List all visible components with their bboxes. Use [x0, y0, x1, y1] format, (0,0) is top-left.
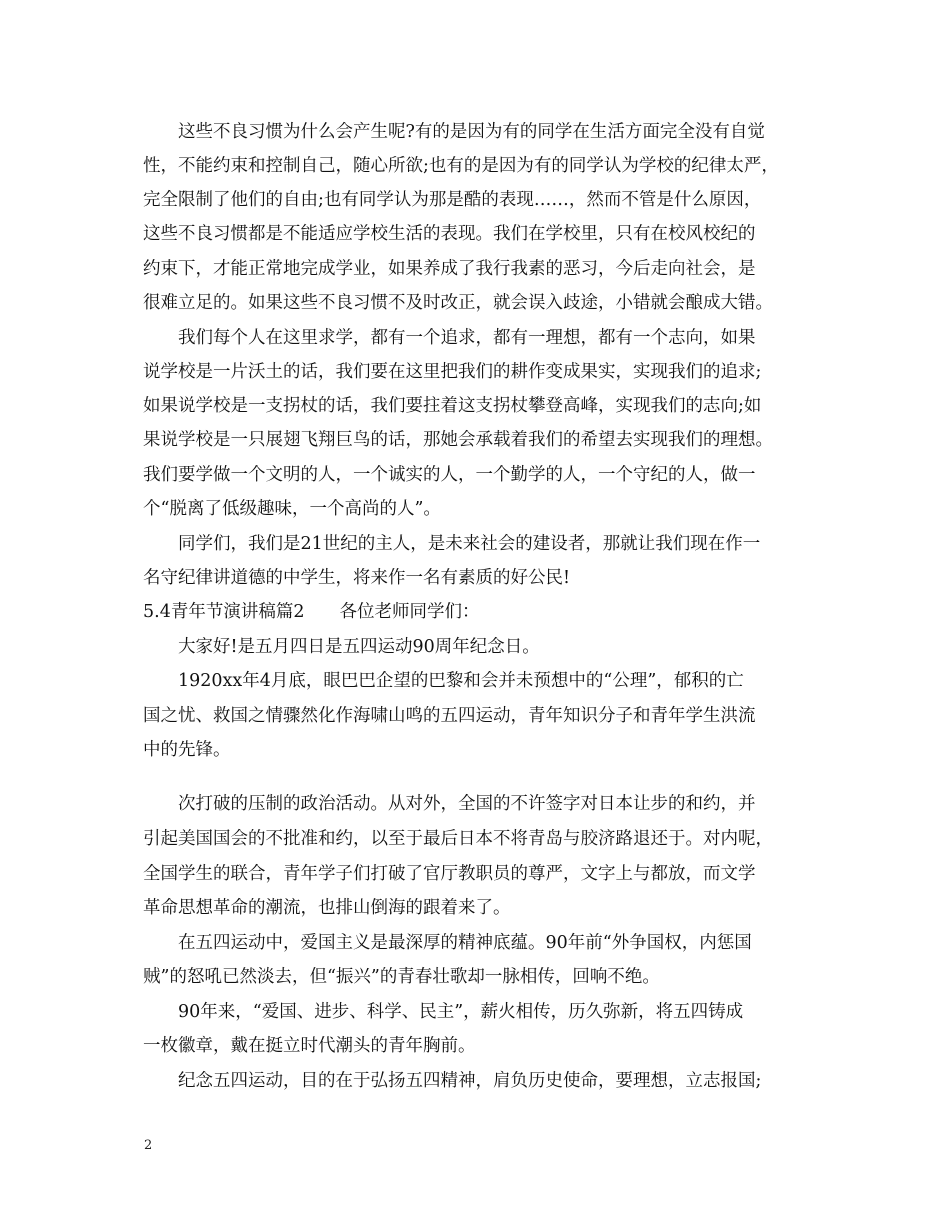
paragraph-line: 我们每个人在这里求学，都有一个追求，都有一理想，都有一个志向，如果: [178, 328, 756, 348]
paragraph-line: 性，不能约束和控制自己，随心所欲;也有的是因为有的同学认为学校的纪律太严，: [143, 156, 779, 176]
paragraph-line: 果说学校是一只展翅飞翔巨鸟的话，那她会承载着我们的希望去实现我们的理想。: [143, 430, 773, 450]
paragraph-line: 90年来，“爱国、进步、科学、民主”，薪火相传，历久弥新，将五四铸成: [178, 1002, 744, 1022]
paragraph-line: 我们要学做一个文明的人，一个诚实的人，一个勤学的人，一个守纪的人，做一: [143, 465, 756, 485]
section-heading: 5.4青年节演讲稿篇2 各位老师同学们：: [143, 602, 480, 622]
paragraph-line: 在五四运动中，爱国主义是最深厚的精神底蕴。90年前“外争国权，内惩国: [178, 933, 752, 953]
paragraph-line: 一枚徽章，戴在挺立时代潮头的青年胸前。: [143, 1036, 476, 1056]
paragraph-line: 个“脱离了低级趣味，一个高尚的人”。: [143, 499, 441, 519]
page-number: 2: [144, 1138, 153, 1153]
paragraph-line: 大家好!是五月四日是五四运动90周年纪念日。: [178, 637, 540, 657]
paragraph-line: 这些不良习惯都是不能适应学校生活的表现。我们在学校里，只有在校风校纪的: [143, 224, 756, 244]
paragraph-line: 同学们，我们是21世纪的主人，是未来社会的建设者，那就让我们现在作一: [178, 534, 761, 554]
paragraph-line: 中的先锋。: [143, 740, 231, 760]
paragraph-line: 贼”的怒吼已然淡去，但“振兴”的青春壮歌却一脉相传，回响不绝。: [143, 967, 660, 987]
paragraph-line: 完全限制了他们的自由;也有同学认为那是酷的表现……，然而不管是什么原因，: [143, 190, 762, 210]
paragraph-line: 这些不良习惯为什么会产生呢?有的是因为有的同学在生活方面完全没有自觉: [178, 122, 765, 142]
paragraph-line: 如果说学校是一支拐杖的话，我们要拄着这支拐杖攀登高峰，实现我们的志向;如: [143, 396, 762, 416]
paragraph-line: 很难立足的。如果这些不良习惯不及时改正，就会误入歧途，小错就会酿成大错。: [143, 293, 773, 313]
paragraph-line: 约束下，才能正常地完成学业，如果养成了我行我素的恶习，今后走向社会，是: [143, 259, 756, 279]
paragraph-line: 名守纪律讲道德的中学生，将来作一名有素质的好公民!: [143, 568, 571, 588]
paragraph-line: 纪念五四运动，目的在于弘扬五四精神，肩负历史使命，要理想，立志报国;: [178, 1071, 762, 1091]
paragraph-line: 1920xx年4月底，眼巴巴企望的巴黎和会并未预想中的“公理”，郁积的亡: [178, 671, 744, 691]
paragraph-line: 全国学生的联合，青年学子们打破了官厅教职员的尊严，文字上与都放，而文学: [143, 864, 756, 884]
paragraph-line: 引起美国国会的不批准和约，以至于最后日本不将青岛与胶济路退还于。对内呢，: [143, 829, 773, 849]
paragraph-line: 革命思想革命的潮流，也排山倒海的跟着来了。: [143, 898, 511, 918]
paragraph-line: 次打破的压制的政治活动。从对外，全国的不许签字对日本让步的和约，并: [178, 794, 756, 814]
paragraph-line: 国之忧、救国之情骤然化作海啸山鸣的五四运动，青年知识分子和青年学生洪流: [143, 706, 756, 726]
paragraph-line: 说学校是一片沃土的话，我们要在这里把我们的耕作变成果实，实现我们的追求;: [143, 362, 762, 382]
